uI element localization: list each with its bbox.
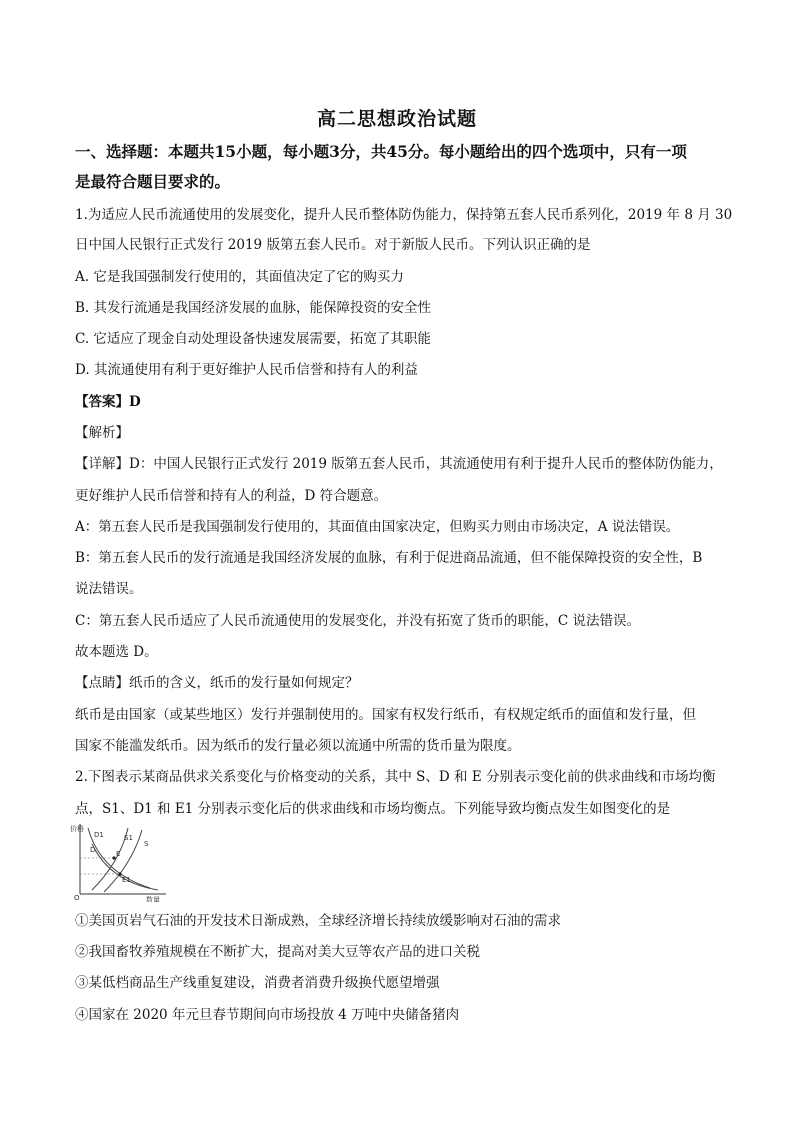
label-origin: O — [74, 894, 80, 902]
q1-detail-line1: 【详解】D：中国人民银行正式发行 2019 版第五套人民币，其流通使用有利于提升人民币的整体防伪能力， — [75, 456, 723, 472]
q1-detail-line2: 更好维护人民币信誉和持有人的利益，D 符合题意。 — [75, 488, 388, 504]
x-axis-label: 数量 — [146, 896, 160, 902]
supply-demand-graph — [70, 822, 170, 902]
section-heading-line1: 一、选择题：本题共15小题，每小题3分，共45分。每小题给出的四个选项中，只有一项 — [75, 142, 687, 161]
q1-stem-line2: 日中国人民银行正式发行 2019 版第五套人民币。对于新版人民币。下列认识正确的是 — [75, 237, 591, 253]
q2-item-4: ④国家在 2020 年元旦春节期间向市场投放 4 万吨中央储备猪肉 — [75, 1007, 460, 1023]
q1-explain-b-line1: B：第五套人民币的发行流通是我国经济发展的血脉，有利于促进商品流通，但不能保障投资的安全性，B — [75, 550, 703, 566]
label-s: S — [144, 840, 149, 848]
q1-option-d: D. 其流通使用有利于更好维护人民币信誉和持有人的利益 — [75, 362, 418, 378]
label-e1: E1 — [122, 876, 131, 884]
q1-explain-c: C：第五套人民币适应了人民币流通使用的发展变化，并没有拓宽了货币的职能，C 说法错误。 — [75, 613, 640, 629]
q1-analysis-tag: 【解析】 — [75, 425, 129, 441]
q1-explain-a: A：第五套人民币是我国强制发行使用的，其面值由国家决定，但购买力则由市场决定，A 说法错误。 — [75, 519, 680, 535]
page-title: 高二思想政治试题 — [316, 108, 477, 130]
q2-stem-line1: 2.下图表示某商品供求关系变化与价格变动的关系，其中 S、D 和 E 分别表示变化前的供求曲线和市场均衡 — [75, 769, 716, 785]
label-d1: D1 — [94, 831, 104, 839]
q1-answer: 【答案】D — [75, 394, 141, 410]
q2-item-1: ①美国页岩气石油的开发技术日渐成熟，全球经济增长持续放缓影响对石油的需求 — [75, 913, 561, 929]
label-e: E — [116, 850, 121, 858]
q2-stem-line2: 点，S1、D1 和 E1 分别表示变化后的供求曲线和市场均衡点。下列能导致均衡点发生如图变化的是 — [75, 801, 671, 817]
q1-conclusion: 故本题选 D。 — [75, 644, 158, 660]
q1-option-c: C. 它适应了现金自动处理设备快速发展需要，拓宽了其职能 — [75, 331, 431, 347]
q1-option-a: A. 它是我国强制发行使用的，其面值决定了它的购买力 — [75, 269, 404, 285]
q1-stem-line1: 1.为适应人民币流通使用的发展变化，提升人民币整体防伪能力，保持第五套人民币系列化，2019 年 8 月 30 — [75, 207, 733, 223]
q1-option-b: B. 其发行流通是我国经济发展的血脉，能保障投资的安全性 — [75, 300, 432, 316]
q1-tip-heading: 【点睛】纸币的含义，纸币的发行量如何规定？ — [75, 675, 359, 691]
label-d: D — [90, 846, 96, 854]
supply-demand-figure — [70, 822, 170, 902]
q2-item-2: ②我国畜牧养殖规模在不断扩大，提高对美大豆等农产品的进口关税 — [75, 944, 480, 960]
label-s1: S1 — [124, 834, 133, 842]
q1-tip-line1: 纸币是由国家（或某些地区）发行并强制使用的。国家有权发行纸币，有权规定纸币的面值和发行量，但 — [75, 707, 696, 723]
q2-item-3: ③某低档商品生产线重复建设，消费者消费升级换代愿望增强 — [75, 975, 440, 991]
section-heading-line2: 是最符合题目要求的。 — [75, 172, 231, 191]
y-axis-label: 价格 — [70, 825, 84, 833]
q1-explain-b-line2: 说法错误。 — [75, 581, 143, 597]
q1-tip-line2: 国家不能滥发纸币。因为纸币的发行量必须以流通中所需的货币量为限度。 — [75, 738, 521, 754]
